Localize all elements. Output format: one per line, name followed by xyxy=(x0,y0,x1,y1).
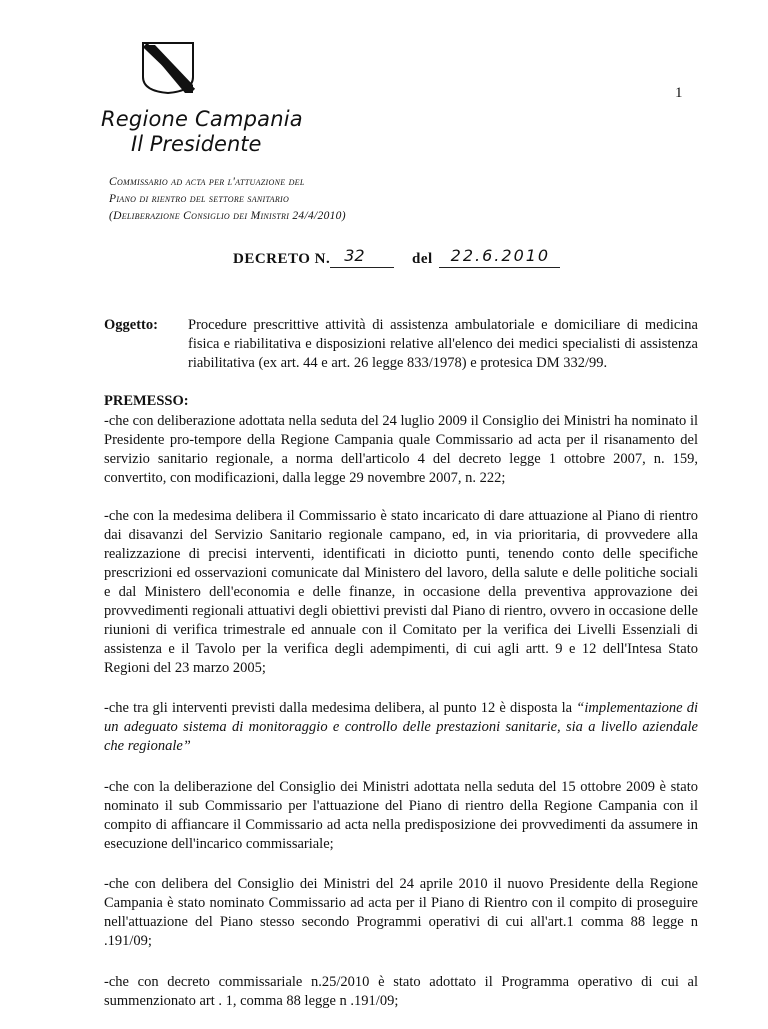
premesso-heading: PREMESSO: xyxy=(104,393,189,409)
premesso-section xyxy=(104,392,698,1029)
commissioner-line: Piano di rientro del settore sanitario xyxy=(109,193,290,205)
premesso-paragraph: -che con la deliberazione del Consiglio dei Ministri adottata nella seduta del 15 ottobre 2009 è stato nominato il sub Commissario per l'attuazione del Piano di rientro della Regione Campania con il compito di affiancare il Commissario ad acta nella predisposizione dei provvedimenti da assumere in esecuzione dell'incarico commissariale; xyxy=(104,779,698,852)
decree-date-label: del xyxy=(412,251,433,267)
decree-date-field xyxy=(439,247,560,268)
premesso-paragraph: -che con decreto commissariale n.25/2010 è stato adottato il Programma operativo di cui al summenzionato art . 1, comma 88 legge n .191/09; xyxy=(104,974,698,1009)
subject-text: Procedure prescrittive attività di assistenza ambulatoriale e domiciliare di medicina fisica e riabilitativa e disposizioni relative all'elenco dei medici specialisti di assistenza riabilitativa (ex art. 44 e art. 26 legge 833/1978) e protesica DM 332/99. xyxy=(188,317,698,371)
president-title: Il Presidente xyxy=(131,132,262,156)
premesso-paragraph xyxy=(104,699,698,756)
subject-label: Oggetto: xyxy=(104,317,158,333)
premesso-paragraph: -che con delibera del Consiglio dei Ministri del 24 aprile 2010 il nuovo Presidente della Regione Campania è stato nominato Commissario ad acta per il Piano di Rientro con il compito di proseguire nell'attuazione del Piano stesso secondo Programmi operativi di cui all'art.1 comma 88 legge n .191/09; xyxy=(104,876,698,949)
paragraph-text: -che tra gli interventi previsti dalla medesima delibera, al punto 12 è disposta la xyxy=(104,700,577,716)
decree-number: 32 xyxy=(344,246,365,265)
decree-heading xyxy=(233,247,560,268)
decree-date: 22.6.2010 xyxy=(450,246,551,265)
decree-number-field xyxy=(330,247,394,268)
commissioner-line: Commissario ad acta per l'attuazione del xyxy=(109,176,305,188)
decree-label: DECRETO N. xyxy=(233,251,331,267)
region-title: Regione Campania xyxy=(101,107,303,131)
paragraph-quote: “implementazione di un adeguato sistema di monitoraggio e controllo delle prestazioni sanitarie, sia a livello aziendale che regionale” xyxy=(104,700,699,754)
subject-block xyxy=(104,316,698,373)
commissioner-line: (Deliberazione Consiglio dei Ministri 24/4/2010) xyxy=(109,210,346,222)
page-number: 1 xyxy=(675,85,683,101)
premesso-paragraph: -che con la medesima delibera il Commissario è stato incaricato di dare attuazione al Piano di rientro dai disavanzi del Servizio Sanitario regionale campano, ed, in via prioritaria, di provvedere alla realizzazione di precisi interventi, identificati in diciotto punti, tenendo conto delle specifiche prescrizioni ed osservazioni comunicate dal Ministero del lavoro, della salute e delle politiche sociali e dal Ministero dell'economia e delle finanze, in occasione della preventiva approvazione dei provvedimenti regionali attuativi degli obiettivi previsti dal Piano di rientro, ovvero in occasione delle riunioni di verifica trimestrale ed annuale con il Comitato per la verifica dei Livelli Essenziali di assistenza e il Tavolo per la verifica degli adempimenti, di cui agli artt. 9 e 12 dell'Intesa Stato Regioni del 23 marzo 2005; xyxy=(104,508,698,676)
commissioner-block xyxy=(109,174,346,225)
region-emblem-icon xyxy=(141,41,195,95)
premesso-paragraph: -che con deliberazione adottata nella seduta del 24 luglio 2009 il Consiglio dei Ministri ha nominato il Presidente pro-tempore della Regione Campania quale Commissario ad acta per il risanamento del servizio sanitario regionale, a norma dell'articolo 4 del decreto legge 1 ottobre 2007, n. 159, convertito, con modificazioni, dalla legge 29 novembre 2007, n. 222; xyxy=(104,413,698,486)
